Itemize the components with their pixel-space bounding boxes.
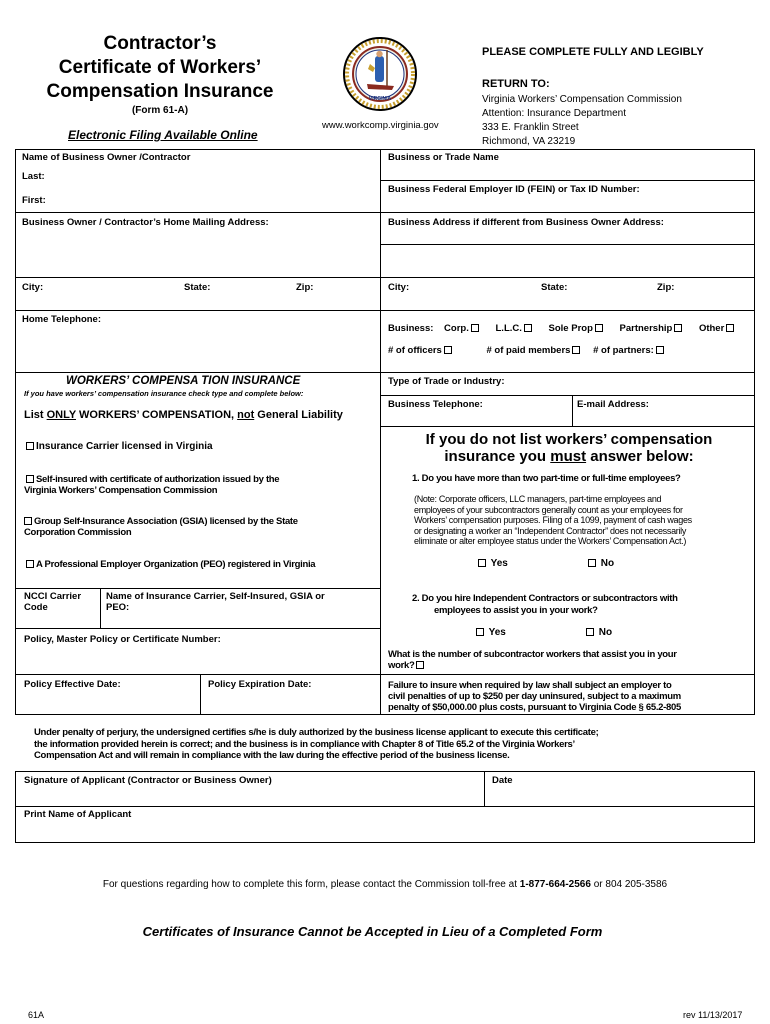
ncci-code-label[interactable]: [24, 591, 81, 613]
list-text: List: [24, 409, 47, 421]
paid-members-checkbox[interactable]: [572, 346, 580, 354]
business-zip-label[interactable]: Zip:: [657, 282, 675, 293]
signature-field[interactable]: Signature of Applicant (Contractor or Business Owner): [24, 775, 272, 786]
first-name-label[interactable]: First:: [22, 195, 46, 206]
divider: [380, 180, 755, 181]
signature-box-right: [754, 771, 755, 843]
home-phone-label[interactable]: Home Telephone:: [22, 314, 101, 325]
question-line: 2. Do you hire Independent Contractors or subcontractors with: [412, 593, 678, 604]
trade-type-label[interactable]: Type of Trade or Industry:: [388, 376, 505, 387]
carrier-name-label[interactable]: [106, 591, 325, 613]
partners-label: # of partners:: [593, 345, 654, 356]
email-label[interactable]: E-mail Address:: [577, 399, 649, 410]
virginia-seal-icon: [342, 36, 418, 112]
label-line: Name of Insurance Carrier, Self-Insured, GSIA or: [106, 591, 325, 602]
type-other: Other: [698, 323, 725, 334]
signature-box-top: [15, 771, 755, 772]
svg-text:VIRGINIA: VIRGINIA: [368, 96, 392, 102]
penalty-line: Failure to insure when required by law shall subject an employer to: [388, 680, 672, 691]
contact-text: or 804 205-3586: [590, 879, 668, 890]
certification-line: Compensation Act and will remain in compliance with the law during the effective period of the business license.: [34, 750, 510, 761]
address-line-4: Richmond, VA 23219: [482, 136, 576, 147]
heading-must: must: [550, 448, 587, 465]
option-label: Self-insured with certificate of authorization issued by the: [36, 474, 280, 485]
business-city-label[interactable]: City:: [388, 282, 410, 293]
other-checkbox[interactable]: [726, 324, 734, 332]
divider: [380, 395, 755, 396]
divider: [15, 310, 381, 311]
option-label: Insurance Carrier licensed in Virginia: [36, 441, 213, 452]
policy-effective-label[interactable]: Policy Effective Date:: [24, 679, 121, 690]
note-line: employees of your subcontractors generally count as your employees for: [414, 504, 683, 515]
officers-checkbox[interactable]: [444, 346, 452, 354]
form-right-border: [754, 149, 755, 715]
sole-prop-checkbox[interactable]: [595, 324, 603, 332]
label-line: Code: [24, 602, 48, 613]
no-label: No: [598, 627, 613, 638]
subcontractor-count-checkbox[interactable]: [416, 661, 424, 669]
divider: [100, 588, 101, 628]
label-line: NCCI Carrier: [24, 591, 82, 602]
q2-yes-checkbox[interactable]: [476, 628, 484, 636]
address-line-2: Attention: Insurance Department: [482, 108, 626, 119]
q1-yes[interactable]: [476, 558, 508, 569]
policy-expiration-label[interactable]: Policy Expiration Date:: [208, 679, 312, 690]
penalty-line: penalty of $50,000.00 plus costs, pursuant to Virginia Code § 65.2-805: [388, 702, 681, 713]
form-code: 61A: [28, 1010, 45, 1020]
option-label: A Professional Employer Organization (PEO) registered in Virginia: [36, 559, 316, 570]
form-top-border: [15, 149, 755, 150]
partnership-checkbox[interactable]: [674, 324, 682, 332]
list-text: WORKERS’ COMPENSATION,: [75, 409, 238, 421]
note-line: eliminate or alter employee status under the Workers’ Compensation Act.): [414, 536, 687, 546]
q2-no[interactable]: [584, 627, 612, 638]
heading-text: answer below:: [586, 448, 694, 465]
divider: [15, 372, 381, 373]
business-address-label[interactable]: Business Address if different from Business Owner Address:: [388, 217, 664, 228]
toll-free-number: 1-877-664-2566: [519, 879, 591, 890]
business-phone-label[interactable]: Business Telephone:: [388, 399, 483, 410]
heading-line: If you do not list workers’ compensation: [425, 431, 713, 448]
fein-label[interactable]: Business Federal Employer ID (FEIN) or Tax ID Number:: [388, 184, 640, 195]
partners-checkbox[interactable]: [656, 346, 664, 354]
wc-subheading: If you have workers’ compensation insurance check type and complete below:: [24, 389, 304, 398]
business-type-row: [388, 323, 736, 334]
divider: [572, 395, 573, 426]
type-corp: Corp.: [444, 323, 469, 334]
subcontractor-count-question[interactable]: [388, 649, 677, 671]
title-line-1: Contractor’s: [103, 33, 217, 54]
option-self-insured[interactable]: [24, 474, 279, 496]
website-link[interactable]: www.workcomp.virginia.gov: [322, 120, 439, 131]
divider: [200, 674, 201, 715]
form-left-border: [15, 149, 16, 715]
yes-label: Yes: [490, 558, 508, 569]
divider: [15, 674, 381, 675]
address-line-1: Virginia Workers’ Compensation Commission: [482, 94, 682, 105]
owner-city-label[interactable]: City:: [22, 282, 44, 293]
contact-text: For questions regarding how to complete this form, please contact the Commission toll-free at: [102, 879, 520, 890]
wc-list-instruction: [24, 409, 343, 421]
divider: [15, 628, 381, 629]
insurance-notice: Certificates of Insurance Cannot be Accepted in Lieu of a Completed Form: [142, 924, 603, 939]
list-not: not: [237, 409, 255, 421]
owner-state-label[interactable]: State:: [184, 282, 211, 293]
question-line: employees to assist you in your work?: [434, 605, 598, 616]
wc-heading: WORKERS’ COMPENSA TION INSURANCE: [66, 375, 301, 387]
officers-label: # of officers: [388, 345, 442, 356]
question-2: [412, 593, 678, 617]
option-peo[interactable]: [24, 559, 315, 570]
home-address-label[interactable]: Business Owner / Contractor’s Home Mailing Address:: [22, 217, 269, 228]
option-label: Virginia Workers’ Compensation Commission: [24, 485, 218, 496]
option-gsia[interactable]: [24, 516, 298, 538]
divider: [380, 310, 755, 311]
return-address: [482, 93, 682, 149]
penalty-line: civil penalties of up to $250 per day uninsured, subject to a maximum: [388, 691, 681, 702]
type-partner: Partnership: [619, 323, 673, 334]
corp-checkbox[interactable]: [471, 324, 479, 332]
note-line: Workers’ compensation purposes. Filing of a 1099, payment of cash wages: [414, 515, 692, 525]
certification-text: [34, 727, 598, 762]
no-label: No: [600, 558, 615, 569]
owner-zip-label[interactable]: Zip:: [296, 282, 314, 293]
list-only: ONLY: [46, 409, 76, 421]
form-bottom-border: [15, 714, 755, 715]
no-wc-heading: [384, 431, 754, 465]
list-text: General Liability: [254, 409, 343, 421]
q2-yes[interactable]: [474, 627, 506, 638]
gsia-checkbox[interactable]: [24, 517, 32, 525]
signature-date-divider: [484, 771, 485, 807]
divider: [380, 674, 755, 675]
type-llc: L.L.C.: [495, 323, 522, 334]
revision-date: rev 11/13/2017: [683, 1010, 743, 1020]
question-1: 1. Do you have more than two part-time or full-time employees?: [412, 473, 681, 484]
paid-members-label: # of paid members: [486, 345, 571, 356]
divider: [380, 426, 755, 427]
divider: [15, 588, 381, 589]
llc-checkbox[interactable]: [524, 324, 532, 332]
question-line: work?: [388, 660, 415, 671]
title-line-3: Compensation Insurance: [46, 81, 274, 102]
option-label: Corporation Commission: [24, 527, 132, 538]
heading-text: insurance you: [444, 448, 551, 465]
business-state-label[interactable]: State:: [541, 282, 568, 293]
contact-info: [0, 879, 770, 890]
count-row: [388, 345, 666, 356]
note-line: or designating a worker an “Independent Contractor” does not necessarily: [414, 525, 687, 536]
form-number: (Form 61-A): [131, 105, 189, 116]
print-name-field[interactable]: Print Name of Applicant: [24, 809, 132, 820]
certification-line: the information provided herein is correct; and the business is in compliance with Chapter 8 of Title 65.2 of the Virginia Workers’: [34, 738, 575, 750]
center-divider: [380, 149, 381, 715]
signature-box-bottom: [15, 842, 755, 843]
last-name-label[interactable]: Last:: [22, 171, 45, 182]
trade-name-label[interactable]: Business or Trade Name: [388, 152, 499, 163]
instruction-text: PLEASE COMPLETE FULLY AND LEGIBLY: [482, 46, 704, 58]
yes-label: Yes: [488, 627, 506, 638]
penalty-notice: [388, 680, 681, 713]
business-type-label: Business:: [388, 323, 434, 334]
carrier-checkbox[interactable]: [26, 442, 34, 450]
signature-box-left: [15, 771, 16, 843]
q2-no-checkbox[interactable]: [586, 628, 594, 636]
divider: [15, 277, 381, 278]
divider: [380, 212, 755, 213]
question-1-note: [414, 494, 692, 547]
efiling-link[interactable]: Electronic Filing Available Online: [68, 128, 258, 142]
q1-no-checkbox[interactable]: [588, 559, 596, 567]
divider: [380, 244, 755, 245]
q1-no[interactable]: [586, 558, 614, 569]
peo-checkbox[interactable]: [26, 560, 34, 568]
note-line: (Note: Corporate officers, LLC managers, part-time employees and: [414, 494, 662, 504]
option-label: Group Self-Insurance Association (GSIA) licensed by the State: [34, 516, 298, 527]
certification-line: Under penalty of perjury, the undersigned certifies s/he is duly authorized by the business license applicant to execute this certificate;: [34, 727, 599, 738]
label-line: PEO:: [106, 602, 130, 613]
q1-yes-checkbox[interactable]: [478, 559, 486, 567]
option-carrier[interactable]: [24, 441, 213, 452]
divider: [380, 277, 755, 278]
divider: [380, 372, 755, 373]
address-line-3: 333 E. Franklin Street: [482, 122, 579, 133]
form-title: [20, 32, 300, 104]
return-to-label: RETURN TO:: [482, 78, 550, 90]
signature-divider: [15, 806, 755, 807]
type-sole: Sole Prop: [548, 323, 593, 334]
owner-name-label: Name of Business Owner /Contractor: [22, 152, 191, 163]
divider: [15, 212, 381, 213]
date-field[interactable]: Date: [492, 775, 513, 786]
title-line-2: Certificate of Workers’: [58, 57, 262, 78]
policy-number-label[interactable]: Policy, Master Policy or Certificate Number:: [24, 634, 221, 645]
question-line: What is the number of subcontractor workers that assist you in your: [388, 649, 677, 660]
self-insured-checkbox[interactable]: [26, 475, 34, 483]
